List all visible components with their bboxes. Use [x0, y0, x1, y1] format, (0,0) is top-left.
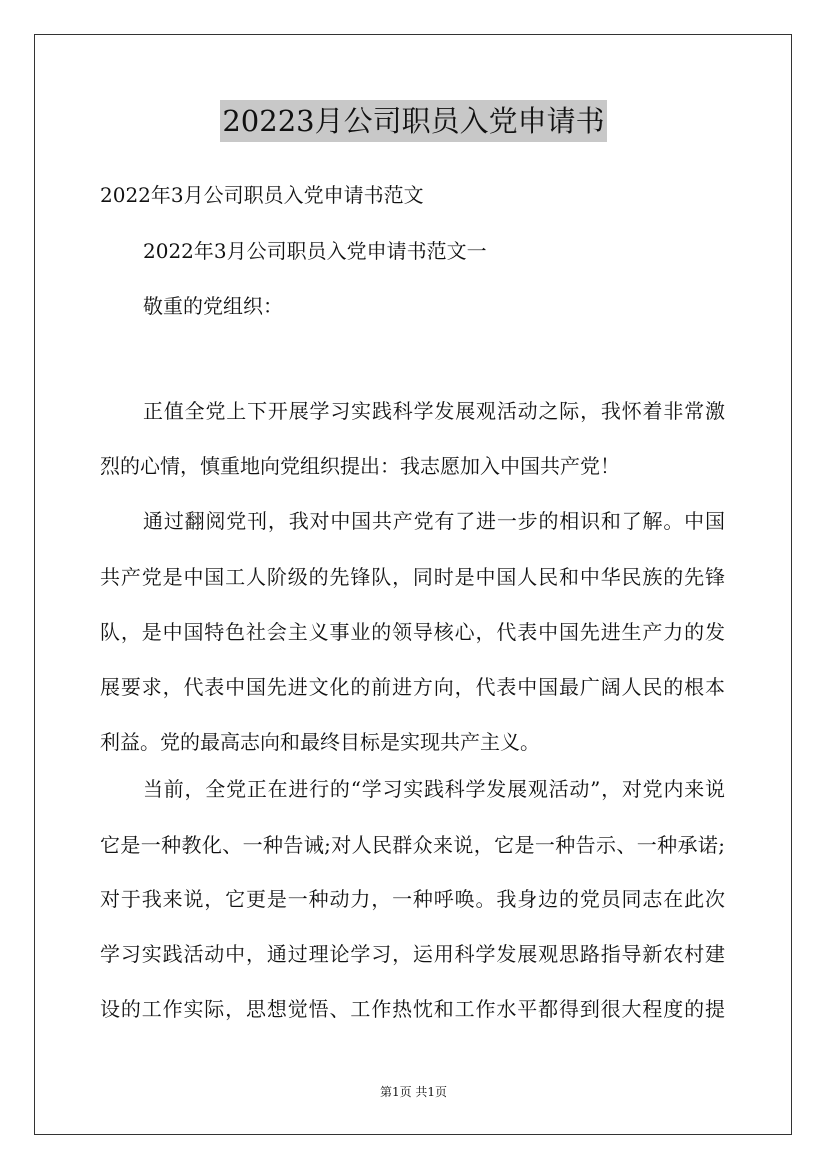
paragraph-line: 通过翻阅党刊，我对中国共产党有了进一步的相识和了解。中国: [143, 509, 725, 533]
paragraph-line: 队，是中国特色社会主义事业的领导核心，代表中国先进生产力的发: [100, 620, 725, 644]
paragraph-line: 烈的心情，慎重地向党组织提出：我志愿加入中国共产党！: [100, 454, 620, 478]
paragraph-line: 共产党是中国工人阶级的先锋队，同时是中国人民和中华民族的先锋: [100, 565, 725, 589]
page-footer: 第1页 共1页: [379, 1085, 448, 1099]
title-container: [0, 100, 827, 142]
paragraph-line: 学习实践活动中，通过理论学习，运用科学发展观思路指导新农村建: [100, 942, 725, 966]
paragraph-line: 设的工作实际，思想觉悟、工作热忱和工作水平都得到很大程度的提: [100, 997, 725, 1021]
document-title: 20223月公司职员入党申请书: [220, 100, 606, 142]
paragraph-line: 展要求，代表中国先进文化的前进方向，代表中国最广阔人民的根本: [100, 675, 725, 699]
paragraph-line: 当前，全党正在进行的“学习实践科学发展观活动”，对党内来说: [143, 777, 725, 801]
section-heading: 2022年3月公司职员入党申请书范文一: [143, 239, 487, 263]
paragraph-line: 利益。党的最高志向和最终目标是实现共产主义。: [100, 730, 540, 754]
salutation: 敬重的党组织：: [143, 294, 283, 318]
paragraph-line: 正值全党上下开展学习实践科学发展观活动之际，我怀着非常激: [143, 399, 725, 423]
paragraph-line: 对于我来说，它更是一种动力，一种呼唤。我身边的党员同志在此次: [100, 887, 725, 911]
paragraph-line: 它是一种教化、一种告诫;对人民群众来说，它是一种告示、一种承诺;: [100, 833, 725, 857]
document-subtitle: 2022年3月公司职员入党申请书范文: [100, 183, 424, 207]
